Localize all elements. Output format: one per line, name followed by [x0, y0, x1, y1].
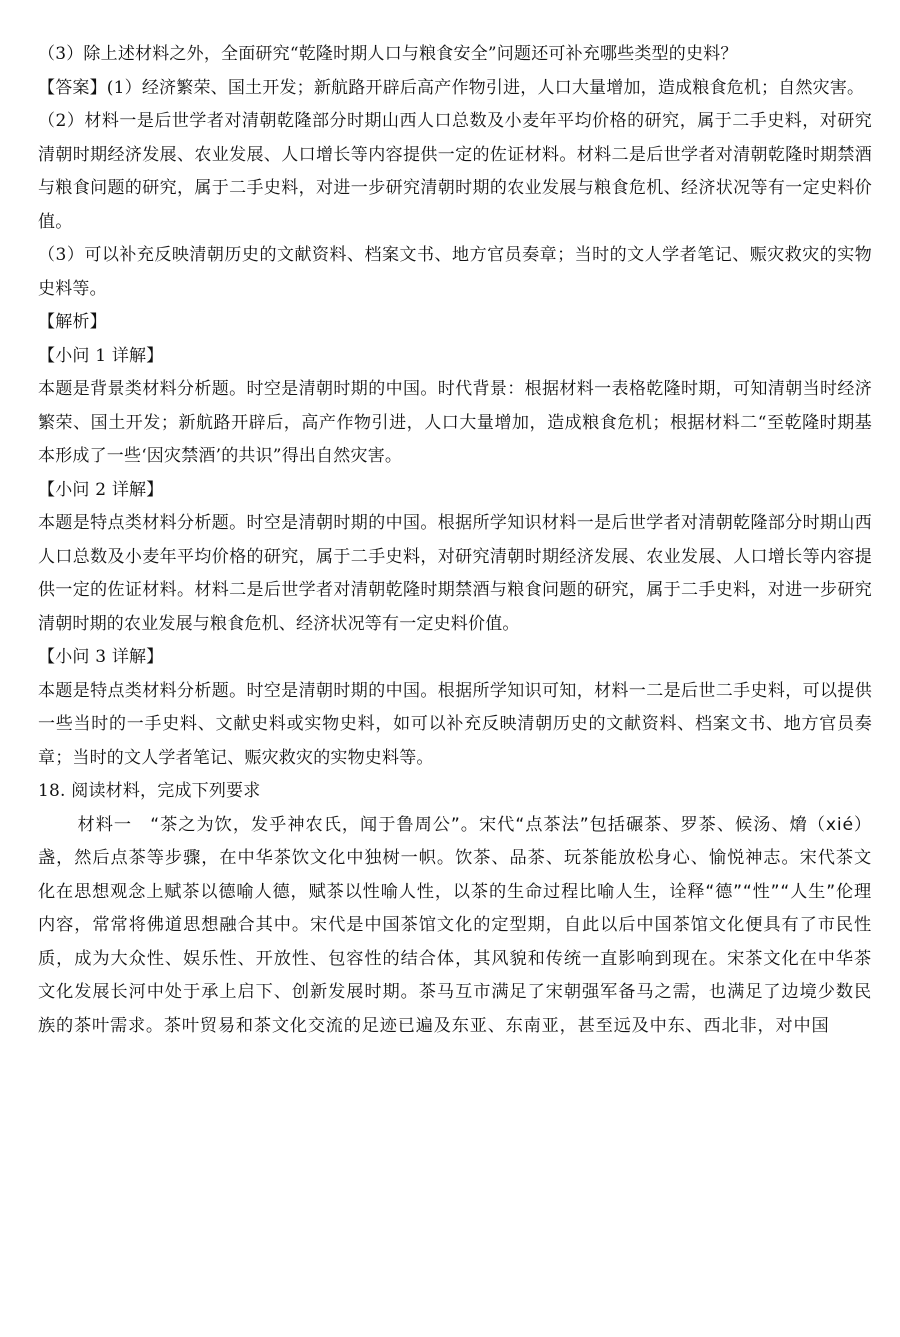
- document-page: [38, 38, 872, 1043]
- answer-part-2: （2）材料一是后世学者对清朝乾隆部分时期山西人口总数及小麦年平均价格的研究，属于二手史料，对研究清朝时期经济发展、农业发展、人口增长等内容提供一定的佐证材料。材料二是后世学者对清朝乾隆时期禁酒与粮食问题的研究，属于二手史料，对进一步研究清朝时期的农业发展与粮食危机、经济状况等有一定史料价值。: [38, 111, 872, 232]
- analysis-label: 【解析】: [38, 312, 107, 332]
- sub-question-1-heading: 【小问 1 详解】: [38, 345, 164, 366]
- question-3: （3）除上述材料之外，全面研究“乾隆时期人口与粮食安全”问题还可补充哪些类型的史料？: [38, 44, 738, 64]
- answer-part-3: （3）可以补充反映清朝历史的文献资料、档案文书、地方官员奏章；当时的文人学者笔记、赈灾救灾的实物史料等。: [38, 245, 872, 299]
- material-one: 材料一 “茶之为饮，发乎神农氏，闻于鲁周公”。宋代“点茶法”包括碾茶、罗茶、候汤、熁（xié）盏，然后点茶等步骤，在中华茶饮文化中独树一帜。饮茶、品茶、玩茶能放松身心、愉悦神志。宋代茶文化在思想观念上赋茶以德喻人德，赋茶以性喻人性，以茶的生命过程比喻人生，诠释“德”“性”“人生”伦理内容，常常将佛道思想融合其中。宋代是中国茶馆文化的定型期，自此以后中国茶馆文化便具有了市民性质，成为大众性、娱乐性、开放性、包容性的结合体，其风貌和传统一直影响到现在。宋茶文化在中华茶文化发展长河中处于承上启下、创新发展时期。茶马互市满足了宋朝强军备马之需，也满足了边境少数民族的茶叶需求。茶叶贸易和茶文化交流的足迹已遍及东亚、东南亚，甚至远及中东、西北非，对中国: [38, 814, 872, 1036]
- answer-part-1: 【答案】(1）经济繁荣、国土开发；新航路开辟后高产作物引进，人口大量增加，造成粮食危机；自然灾害。: [38, 77, 865, 98]
- sub-question-3-body: 本题是特点类材料分析题。时空是清朝时期的中国。根据所学知识可知，材料一二是后世二手史料，可以提供一些当时的一手史料、文献史料或实物史料，如可以补充反映清朝历史的文献资料、档案文书、地方官员奏章；当时的文人学者笔记、赈灾救灾的实物史料等。: [38, 680, 872, 768]
- sub-question-2-body: 本题是特点类材料分析题。时空是清朝时期的中国。根据所学知识材料一是后世学者对清朝乾隆部分时期山西人口总数及小麦年平均价格的研究，属于二手史料，对研究清朝时期经济发展、农业发展、人口增长等内容提供一定的佐证材料。材料二是后世学者对清朝乾隆时期禁酒与粮食问题的研究，属于二手史料，对进一步研究清朝时期的农业发展与粮食危机、经济状况等有一定史料价值。: [38, 513, 872, 634]
- question-18-title: 18. 阅读材料，完成下列要求: [38, 781, 261, 801]
- sub-question-3-heading: 【小问 3 详解】: [38, 647, 164, 667]
- sub-question-1-body: 本题是背景类材料分析题。时空是清朝时期的中国。时代背景：根据材料一表格乾隆时期，可知清朝当时经济繁荣、国土开发；新航路开辟后，高产作物引进，人口大量增加，造成粮食危机；根据材料二“至乾隆时期基本形成了一些‘因灾禁酒’的共识”得出自然灾害。: [38, 379, 872, 466]
- sub-question-2-heading: 【小问 2 详解】: [38, 479, 164, 500]
